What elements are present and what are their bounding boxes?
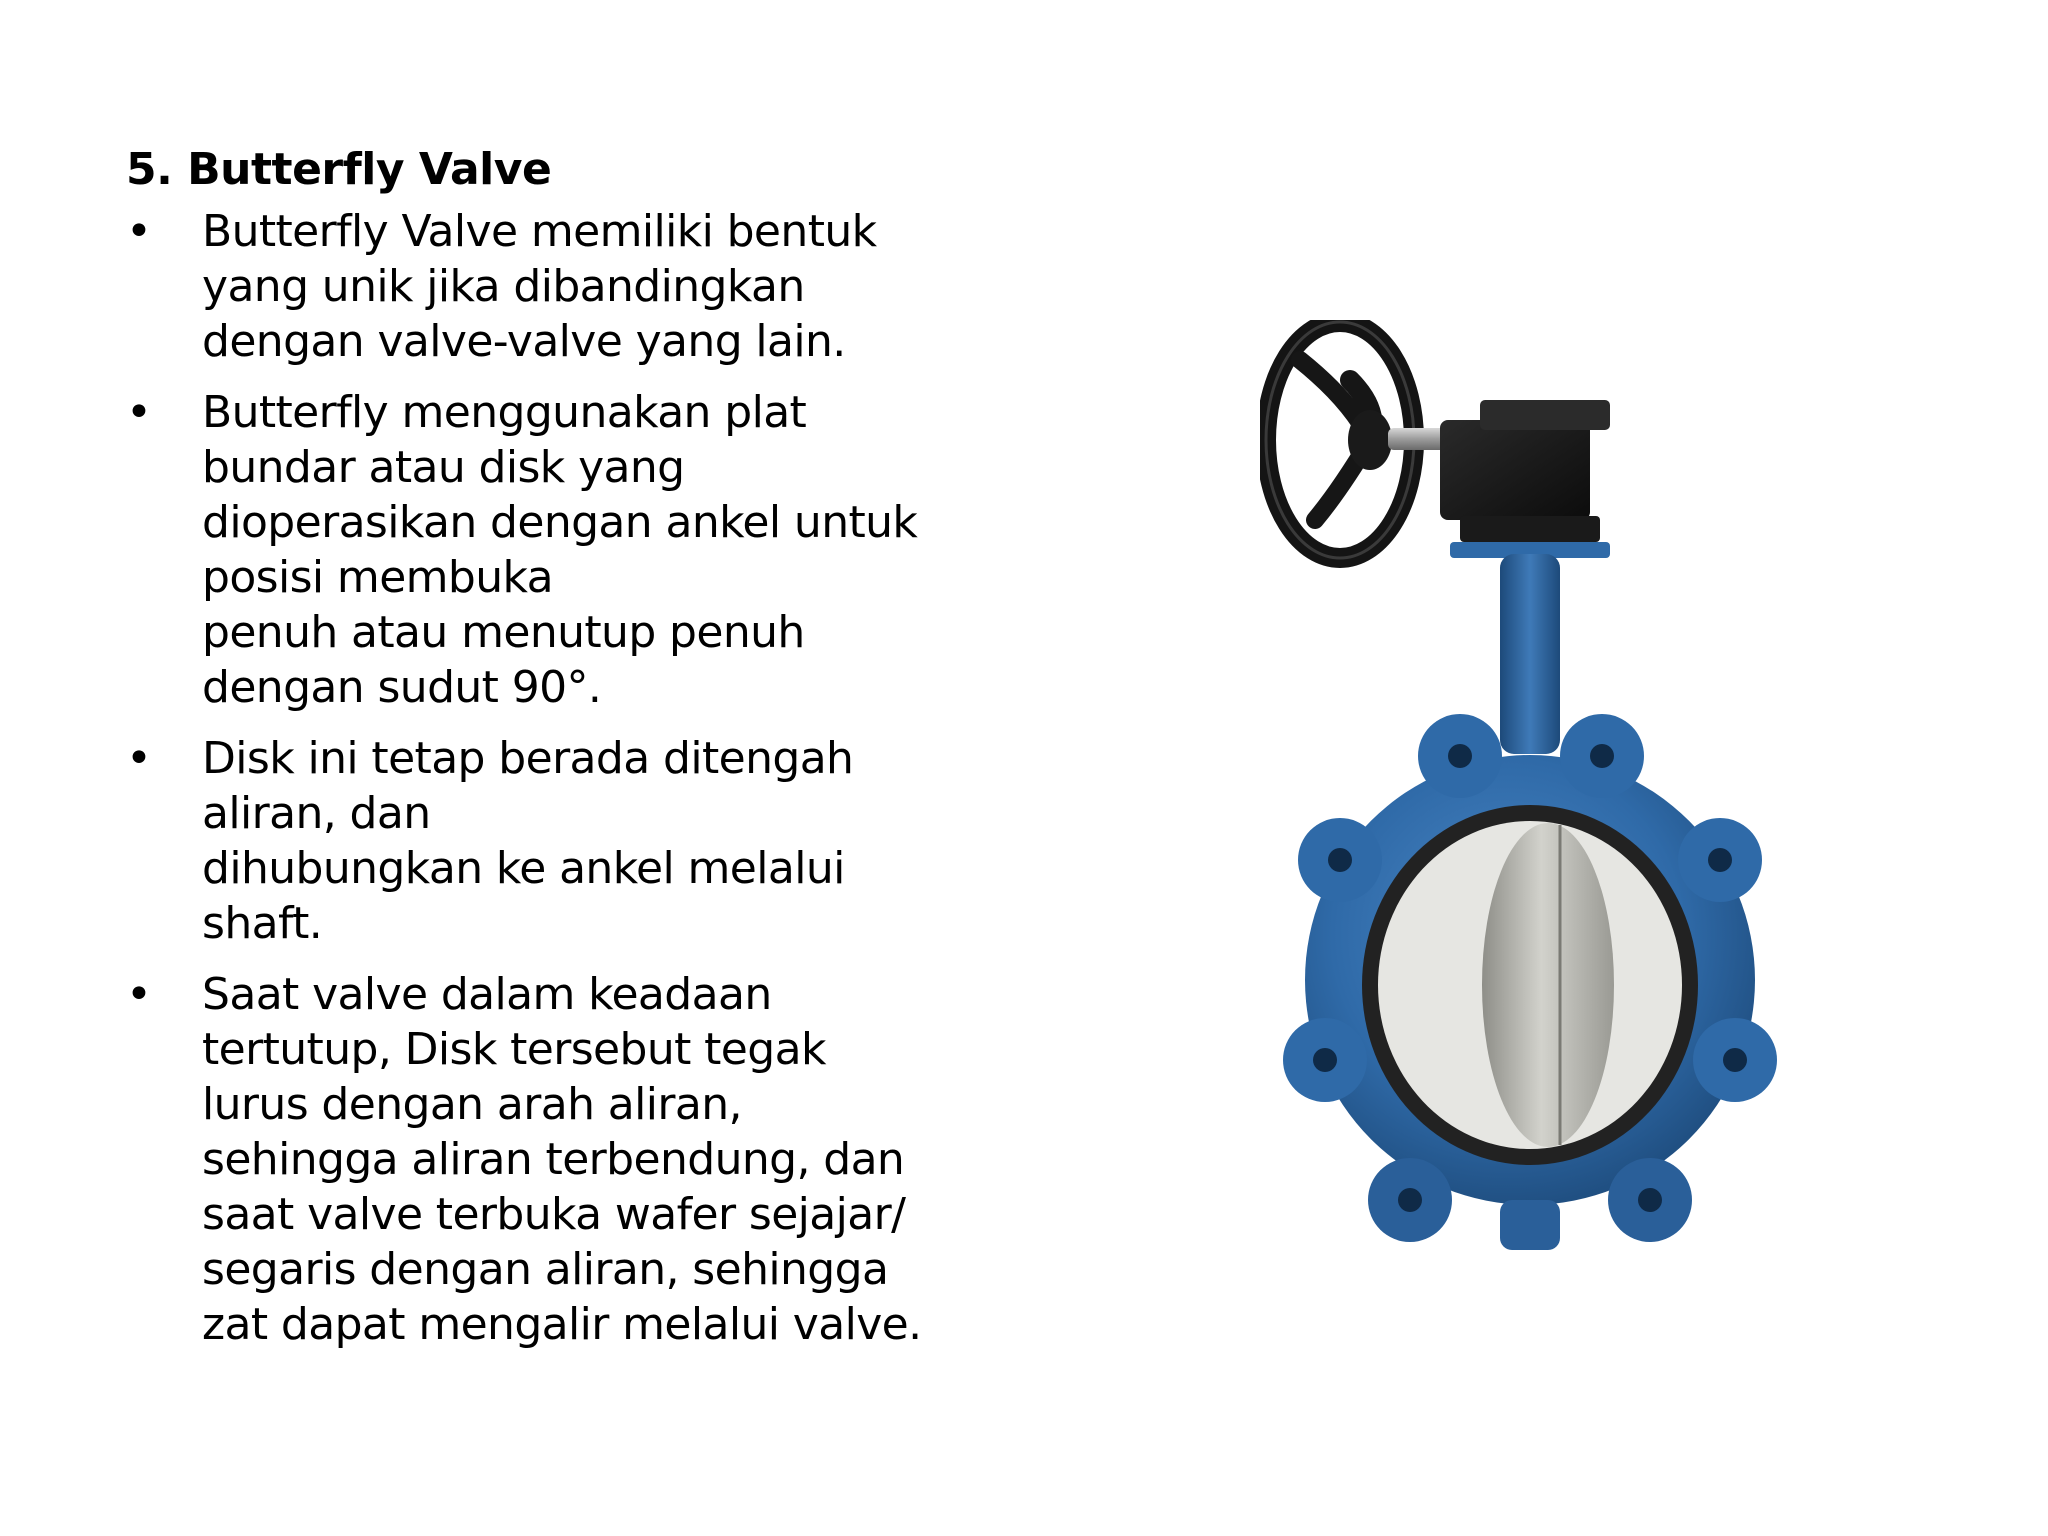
bullet-text-line: dioperasikan dengan ankel untuk: [202, 497, 918, 548]
bullet-text-line: lurus dengan arah aliran,: [202, 1079, 742, 1130]
bullet-icon: •: [126, 387, 152, 438]
bullet-text-line: posisi membuka: [202, 552, 554, 603]
text-content: [126, 142, 1006, 1368]
butterfly-valve-illustration: [1260, 320, 1860, 1280]
bullet-list: [126, 204, 1006, 1352]
valve-disk: [1482, 823, 1614, 1147]
bullet-text-line: Disk ini tetap berada ditengah: [202, 733, 854, 784]
valve-neck: [1500, 554, 1560, 754]
bullet-text-line: bundar atau disk yang: [202, 442, 685, 493]
bullet-text-line: segaris dengan aliran, sehingga: [202, 1244, 889, 1295]
butterfly-valve-image: [1260, 320, 1860, 1280]
bullet-icon: •: [126, 206, 152, 257]
bullet-text-line: Butterfly Valve memiliki bentuk: [202, 206, 877, 257]
bullet-item: [126, 731, 1006, 951]
bullet-item: [126, 967, 1006, 1352]
gearbox: [1440, 400, 1610, 558]
bullet-text-line: Saat valve dalam keadaan: [202, 969, 772, 1020]
bullet-item: [126, 204, 1006, 369]
shaft: [1388, 428, 1448, 450]
bullet-text-line: dengan valve-valve yang lain.: [202, 316, 846, 367]
bullet-text-line: yang unik jika dibandingkan: [202, 261, 805, 312]
bullet-icon: •: [126, 969, 152, 1020]
bullet-item: [126, 385, 1006, 715]
bullet-text-line: shaft.: [202, 898, 323, 949]
bullet-text-line: dengan sudut 90°.: [202, 662, 602, 713]
bullet-icon: •: [126, 733, 152, 784]
bullet-text-line: sehingga aliran terbendung, dan: [202, 1134, 905, 1185]
slide-heading: 5. Butterfly Valve: [126, 144, 552, 195]
bullet-text-line: aliran, dan: [202, 788, 431, 839]
bullet-text-line: tertutup, Disk tersebut tegak: [202, 1024, 826, 1075]
bullet-text-line: saat valve terbuka wafer sejajar/: [202, 1189, 906, 1240]
bullet-text-line: zat dapat mengalir melalui valve.: [202, 1299, 922, 1350]
bullet-text-line: dihubungkan ke ankel melalui: [202, 843, 845, 894]
bullet-text-line: penuh atau menutup penuh: [202, 607, 805, 658]
bullet-text-line: Butterfly menggunakan plat: [202, 387, 807, 438]
